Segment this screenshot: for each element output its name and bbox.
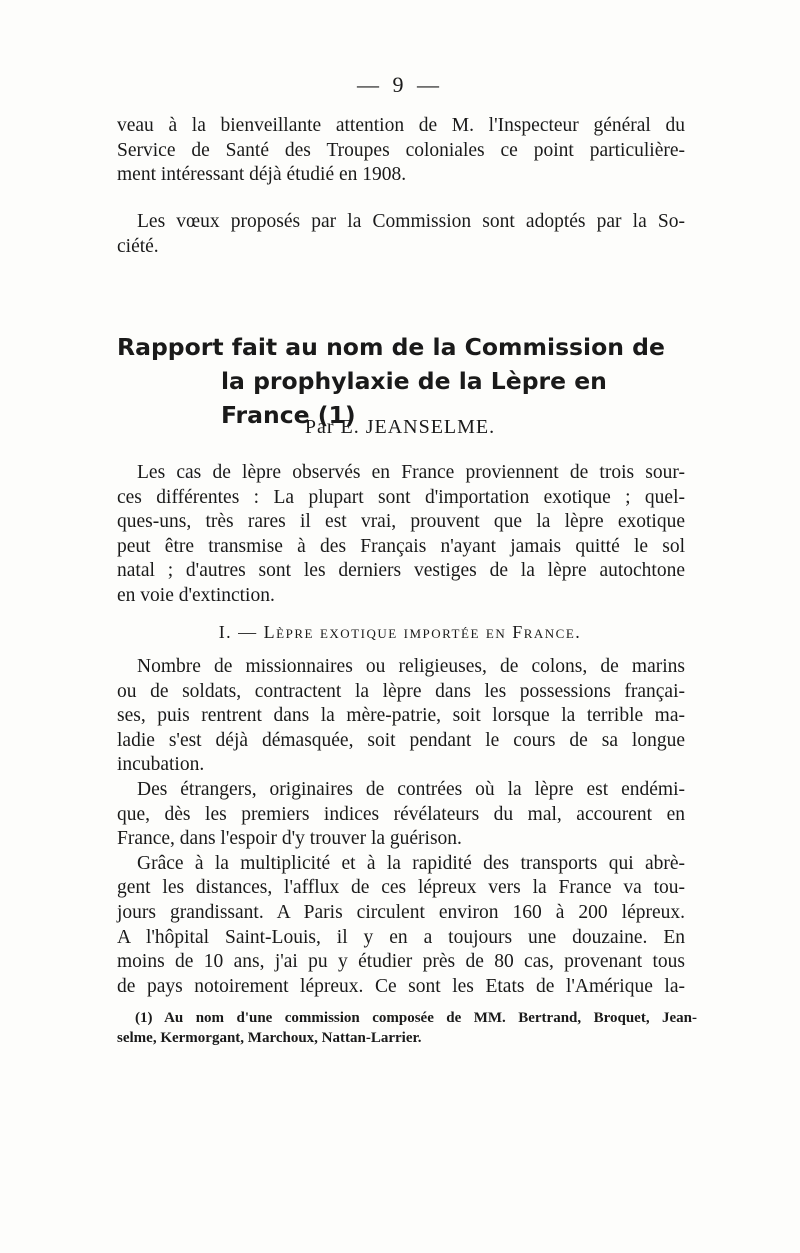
footnote: [117, 1008, 697, 1048]
text-line: ou de soldats, contractent la lèpre dans les possessions françai-: [117, 680, 685, 702]
text-line: Les cas de lèpre observés en France proviennent de trois sour-: [137, 462, 685, 483]
text-line: Nombre de missionnaires ou religieuses, de colons, de marins: [137, 656, 685, 677]
text-line: veau à la bienveillante attention de M. l'Inspecteur général du: [117, 115, 685, 136]
text-line: gent les distances, l'afflux de ces lépreux vers la France va tou-: [117, 877, 685, 899]
footnote-line: (1) Au nom d'une commission composée de MM. Bertrand, Broquet, Jean-: [135, 1010, 697, 1026]
text-line: Des étrangers, originaires de contrées où la lèpre est endémi-: [137, 778, 685, 800]
text-line: que, dès les premiers indices révélateurs du mal, accourent en: [117, 803, 685, 825]
title-line-2: la prophylaxie de la Lèpre en France (1): [221, 367, 607, 429]
text-line: natal ; d'autres sont les derniers vestiges de la lèpre autochtone: [117, 560, 685, 582]
text-line: en voie d'extinction.: [117, 584, 275, 606]
text-line: Les vœux proposés par la Commission sont adoptés par la So-: [137, 211, 685, 232]
text-line: ment intéressant déjà étudié en 1908.: [117, 164, 407, 186]
text-line: ces différentes : La plupart sont d'importation exotique ; quel-: [117, 486, 685, 508]
text-line: France, dans l'espoir d'y trouver la guérison.: [117, 828, 462, 850]
page-number: — 9 —: [357, 72, 443, 97]
text-line: A l'hôpital Saint-Louis, il y en a toujours une douzaine. En: [117, 926, 685, 948]
text-line: de pays notoirement lépreux. Ce sont les Etats de l'Amérique la-: [117, 975, 685, 997]
text-line: jours grandissant. A Paris circulent environ 160 à 200 lépreux.: [117, 901, 685, 923]
title-line-1: Rapport fait au nom de la Commission de: [117, 333, 665, 361]
text-line: moins de 10 ans, j'ai pu y étudier près de 80 cas, provenant tous: [117, 951, 685, 973]
text-line: ladie s'est déjà démasquée, soit pendant le cours de sa longue: [117, 729, 685, 751]
text-line: Service de Santé des Troupes coloniales ce point particulière-: [117, 139, 685, 161]
text-line: ques-uns, très rares il est vrai, prouvent que la lèpre exotique: [117, 511, 685, 533]
footnote-line: selme, Kermorgant, Marchoux, Nattan-Larrier.: [117, 1030, 422, 1046]
section-body: [117, 655, 685, 999]
paragraph-intro: [117, 461, 685, 609]
paragraph-resolution: [117, 210, 685, 259]
text-line: ciété.: [117, 235, 159, 257]
text-line: ses, puis rentrent dans la mère-patrie, soit lorsque la terrible ma-: [117, 705, 685, 727]
section-heading: I. — Lèpre exotique importée en France.: [218, 622, 582, 642]
text-line: incubation.: [117, 754, 205, 776]
paragraph-continuation: [117, 114, 685, 188]
text-line: peut être transmise à des Français n'ayant jamais quitté le sol: [117, 535, 685, 557]
text-line: Grâce à la multiplicité et à la rapidité des transports qui abrè-: [137, 852, 685, 874]
author-byline: Par E. JEANSELME.: [304, 416, 496, 438]
